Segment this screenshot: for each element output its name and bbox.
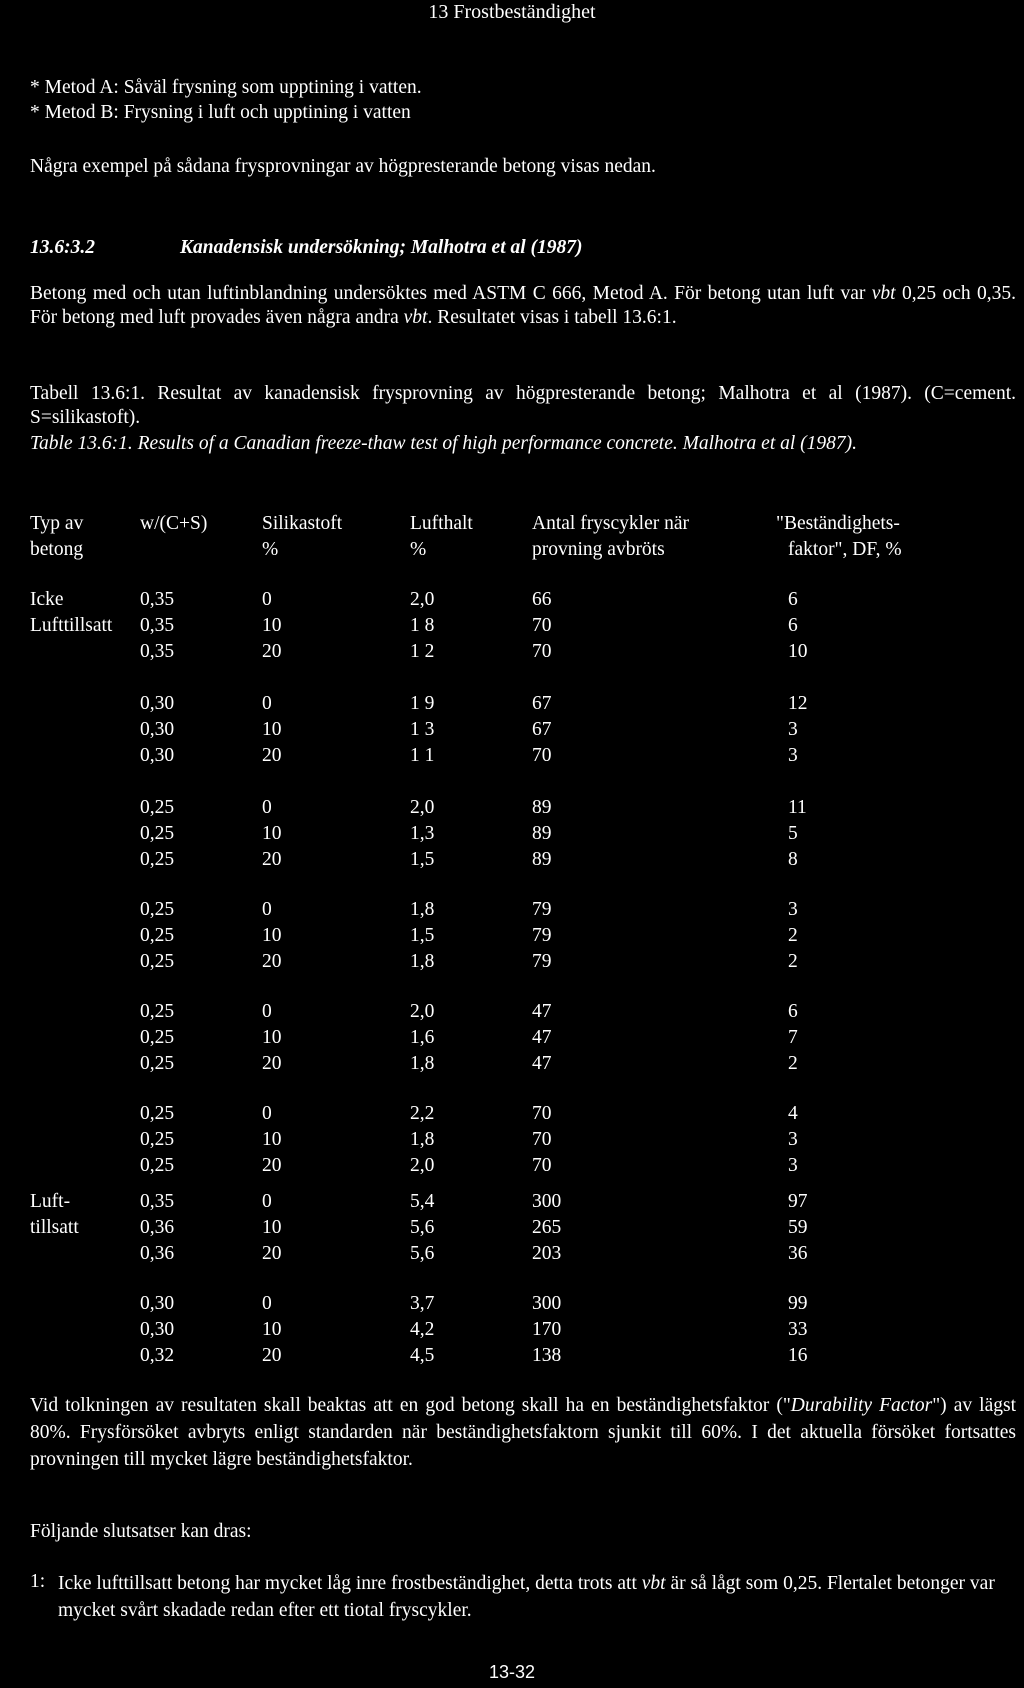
cell-lufthalt: 2,0 <box>410 1155 435 1176</box>
cell-wcs: 0,25 <box>140 1001 175 1022</box>
cell-durability-factor: 10 <box>788 641 808 662</box>
section-number: 13.6:3.2 <box>30 237 95 258</box>
group-label-luft-2: tillsatt <box>30 1217 79 1238</box>
table-row <box>0 1292 1024 1318</box>
cell-lufthalt: 1,8 <box>410 1129 435 1150</box>
cell-durability-factor: 33 <box>788 1319 808 1340</box>
cell-wcs: 0,30 <box>140 719 175 740</box>
table-row <box>0 718 1024 744</box>
cell-lufthalt: 1,8 <box>410 1053 435 1074</box>
metod-a-text: * Metod A: Såväl frysning som upptining i vatten. <box>30 77 422 98</box>
table-row <box>0 614 1024 640</box>
col-header-lufthalt-1: Lufthalt <box>410 513 473 534</box>
cell-silikastoft: 0 <box>262 899 272 920</box>
conclusions-intro: Följande slutsatser kan dras: <box>30 1521 252 1542</box>
table-row <box>0 796 1024 822</box>
group-label-icke-1: Icke <box>30 589 64 610</box>
paragraph-interpretation: Vid tolkningen av resultaten skall beaktas att en god betong skall ha en beständighetsfaktor ("Durability Factor") av lägst 80%. Frysförsöket avbryts enligt standarden när beständighetsfaktorn sjunkit till 60%. I det aktuella försöket fortsattes provningen till mycket lägre beständighetsfaktor. <box>30 1395 1016 1470</box>
cell-silikastoft: 0 <box>262 1293 272 1314</box>
table-row <box>0 1190 1024 1216</box>
cell-lufthalt: 5,4 <box>410 1191 435 1212</box>
col-header-df-1: "Beständighets- <box>776 513 900 534</box>
cell-wcs: 0,30 <box>140 1319 175 1340</box>
cell-lufthalt: 2,0 <box>410 589 435 610</box>
cell-silikastoft: 20 <box>262 1243 282 1264</box>
examples-text: Några exempel på sådana frysprovningar av högpresterande betong visas nedan. <box>30 156 656 177</box>
cell-durability-factor: 5 <box>788 823 798 844</box>
cell-antal-fryscykler: 70 <box>532 1103 552 1124</box>
cell-lufthalt: 2,2 <box>410 1103 435 1124</box>
cell-lufthalt: 1,8 <box>410 951 435 972</box>
cell-silikastoft: 10 <box>262 925 282 946</box>
table-row <box>0 1128 1024 1154</box>
cell-silikastoft: 10 <box>262 615 282 636</box>
table-row <box>0 1242 1024 1268</box>
cell-antal-fryscykler: 67 <box>532 693 552 714</box>
cell-wcs: 0,25 <box>140 849 175 870</box>
cell-wcs: 0,25 <box>140 823 175 844</box>
cell-wcs: 0,36 <box>140 1243 175 1264</box>
cell-durability-factor: 6 <box>788 589 798 610</box>
cell-wcs: 0,36 <box>140 1217 175 1238</box>
table-row <box>0 1318 1024 1344</box>
group-label-icke-2: Lufttillsatt <box>30 615 113 636</box>
cell-durability-factor: 6 <box>788 615 798 636</box>
col-header-typ-2: betong <box>30 539 84 560</box>
cell-silikastoft: 10 <box>262 1027 282 1048</box>
page-number: 13-32 <box>488 1662 536 1682</box>
section-title: Kanadensisk undersökning; Malhotra et al (1987) <box>180 237 583 258</box>
cell-wcs: 0,30 <box>140 693 175 714</box>
cell-lufthalt: 1,3 <box>410 823 435 844</box>
cell-durability-factor: 36 <box>788 1243 808 1264</box>
cell-durability-factor: 8 <box>788 849 798 870</box>
metod-b-text: * Metod B: Frysning i luft och upptining i vatten <box>30 102 411 123</box>
cell-durability-factor: 12 <box>788 693 808 714</box>
cell-antal-fryscykler: 47 <box>532 1027 552 1048</box>
cell-silikastoft: 20 <box>262 1345 282 1366</box>
cell-antal-fryscykler: 70 <box>532 745 552 766</box>
cell-durability-factor: 3 <box>788 1155 798 1176</box>
cell-silikastoft: 10 <box>262 1319 282 1340</box>
cell-antal-fryscykler: 70 <box>532 615 552 636</box>
table-row <box>0 1344 1024 1370</box>
cell-durability-factor: 7 <box>788 1027 798 1048</box>
cell-antal-fryscykler: 79 <box>532 951 552 972</box>
cell-antal-fryscykler: 70 <box>532 641 552 662</box>
cell-antal-fryscykler: 265 <box>532 1217 562 1238</box>
cell-durability-factor: 99 <box>788 1293 808 1314</box>
col-header-typ-1: Typ av <box>30 513 84 534</box>
cell-wcs: 0,30 <box>140 1293 175 1314</box>
cell-lufthalt: 1,5 <box>410 925 435 946</box>
cell-lufthalt: 2,0 <box>410 797 435 818</box>
table-row <box>0 588 1024 614</box>
cell-antal-fryscykler: 67 <box>532 719 552 740</box>
table-row <box>0 848 1024 874</box>
col-header-lufthalt-2: % <box>410 539 427 560</box>
cell-antal-fryscykler: 79 <box>532 925 552 946</box>
cell-antal-fryscykler: 89 <box>532 797 552 818</box>
group-label-luft-1: Luft- <box>30 1191 71 1212</box>
cell-antal-fryscykler: 70 <box>532 1129 552 1150</box>
cell-silikastoft: 10 <box>262 1217 282 1238</box>
cell-durability-factor: 11 <box>788 797 807 818</box>
cell-antal-fryscykler: 79 <box>532 899 552 920</box>
cell-durability-factor: 3 <box>788 745 798 766</box>
cell-silikastoft: 0 <box>262 693 272 714</box>
cell-durability-factor: 2 <box>788 951 798 972</box>
cell-antal-fryscykler: 203 <box>532 1243 562 1264</box>
cell-silikastoft: 20 <box>262 1053 282 1074</box>
cell-durability-factor: 16 <box>788 1345 808 1366</box>
table-row <box>0 898 1024 924</box>
cell-antal-fryscykler: 89 <box>532 849 552 870</box>
cell-wcs: 0,25 <box>140 899 175 920</box>
cell-durability-factor: 2 <box>788 1053 798 1074</box>
col-header-df-2: faktor", DF, % <box>788 539 902 560</box>
table-caption-en: Table 13.6:1. Results of a Canadian freeze-thaw test of high performance concrete. Malhotra et al (1987). <box>30 433 858 454</box>
cell-antal-fryscykler: 89 <box>532 823 552 844</box>
cell-wcs: 0,35 <box>140 615 175 636</box>
cell-lufthalt: 4,5 <box>410 1345 435 1366</box>
cell-wcs: 0,32 <box>140 1345 175 1366</box>
cell-silikastoft: 20 <box>262 1155 282 1176</box>
table-caption-sv: Tabell 13.6:1. Resultat av kanadensisk frysprovning av högpresterande betong; Malhotra et al (1987). (C=cement. S=silikastoft). <box>30 383 1016 428</box>
cell-lufthalt: 2,0 <box>410 1001 435 1022</box>
cell-durability-factor: 6 <box>788 1001 798 1022</box>
table-row <box>0 1216 1024 1242</box>
cell-antal-fryscykler: 138 <box>532 1345 562 1366</box>
table-row <box>0 924 1024 950</box>
cell-silikastoft: 20 <box>262 745 282 766</box>
table-row <box>0 1154 1024 1180</box>
table-row <box>0 1000 1024 1026</box>
table-row <box>0 640 1024 666</box>
paragraph-method: Betong med och utan luftinblandning undersöktes med ASTM C 666, Metod A. För betong utan luft var vbt 0,25 och 0,35. För betong med luft provades även några andra vbt. Resultatet visas i tabell 13.6:1. <box>30 283 1017 328</box>
cell-wcs: 0,25 <box>140 1053 175 1074</box>
cell-wcs: 0,30 <box>140 745 175 766</box>
cell-lufthalt: 1 3 <box>410 719 435 740</box>
cell-lufthalt: 1,8 <box>410 899 435 920</box>
cell-silikastoft: 10 <box>262 1129 282 1150</box>
cell-durability-factor: 3 <box>788 719 798 740</box>
cell-silikastoft: 0 <box>262 797 272 818</box>
cell-silikastoft: 0 <box>262 1191 272 1212</box>
col-header-antal-2: provning avbröts <box>532 539 665 560</box>
table-row <box>0 1102 1024 1128</box>
table-row <box>0 1052 1024 1078</box>
cell-silikastoft: 10 <box>262 823 282 844</box>
cell-antal-fryscykler: 47 <box>532 1001 552 1022</box>
cell-silikastoft: 0 <box>262 589 272 610</box>
cell-wcs: 0,25 <box>140 1155 175 1176</box>
cell-durability-factor: 59 <box>788 1217 808 1238</box>
cell-antal-fryscykler: 66 <box>532 589 552 610</box>
cell-durability-factor: 3 <box>788 899 798 920</box>
cell-antal-fryscykler: 300 <box>532 1293 562 1314</box>
conclusion-text: Icke lufttillsatt betong har mycket låg inre frostbeständighet, detta trots att vbt är så lågt som 0,25. Flertalet betonger var mycket svårt skadade redan efter ett tiotal fryscykler. <box>58 1573 995 1621</box>
table-row <box>0 822 1024 848</box>
cell-wcs: 0,25 <box>140 1027 175 1048</box>
cell-lufthalt: 1,5 <box>410 849 435 870</box>
cell-wcs: 0,25 <box>140 1103 175 1124</box>
cell-silikastoft: 0 <box>262 1001 272 1022</box>
cell-antal-fryscykler: 300 <box>532 1191 562 1212</box>
table-row <box>0 950 1024 976</box>
cell-silikastoft: 20 <box>262 641 282 662</box>
cell-wcs: 0,35 <box>140 1191 175 1212</box>
cell-durability-factor: 3 <box>788 1129 798 1150</box>
cell-lufthalt: 5,6 <box>410 1217 435 1238</box>
table-row <box>0 1026 1024 1052</box>
cell-durability-factor: 4 <box>788 1103 798 1124</box>
cell-lufthalt: 4,2 <box>410 1319 435 1340</box>
cell-silikastoft: 0 <box>262 1103 272 1124</box>
cell-silikastoft: 20 <box>262 951 282 972</box>
cell-lufthalt: 3,7 <box>410 1293 435 1314</box>
cell-wcs: 0,35 <box>140 589 175 610</box>
cell-antal-fryscykler: 70 <box>532 1155 552 1176</box>
table-row <box>0 692 1024 718</box>
cell-antal-fryscykler: 170 <box>532 1319 562 1340</box>
col-header-silika-2: % <box>262 539 279 560</box>
cell-wcs: 0,25 <box>140 1129 175 1150</box>
page-header: 13 Frostbeständighet <box>428 1 596 23</box>
cell-durability-factor: 2 <box>788 925 798 946</box>
cell-wcs: 0,25 <box>140 951 175 972</box>
cell-durability-factor: 97 <box>788 1191 808 1212</box>
cell-wcs: 0,25 <box>140 797 175 818</box>
col-header-antal-1: Antal fryscykler när <box>532 513 690 534</box>
cell-silikastoft: 20 <box>262 849 282 870</box>
conclusion-number: 1: <box>30 1571 46 1592</box>
table-row <box>0 744 1024 770</box>
cell-antal-fryscykler: 47 <box>532 1053 552 1074</box>
cell-lufthalt: 1 1 <box>410 745 435 766</box>
cell-lufthalt: 5,6 <box>410 1243 435 1264</box>
col-header-wcs: w/(C+S) <box>140 513 208 534</box>
cell-wcs: 0,25 <box>140 925 175 946</box>
cell-lufthalt: 1 8 <box>410 615 435 636</box>
cell-lufthalt: 1,6 <box>410 1027 435 1048</box>
cell-lufthalt: 1 2 <box>410 641 435 662</box>
cell-silikastoft: 10 <box>262 719 282 740</box>
cell-wcs: 0,35 <box>140 641 175 662</box>
col-header-silika-1: Silikastoft <box>262 513 343 534</box>
cell-lufthalt: 1 9 <box>410 693 435 714</box>
